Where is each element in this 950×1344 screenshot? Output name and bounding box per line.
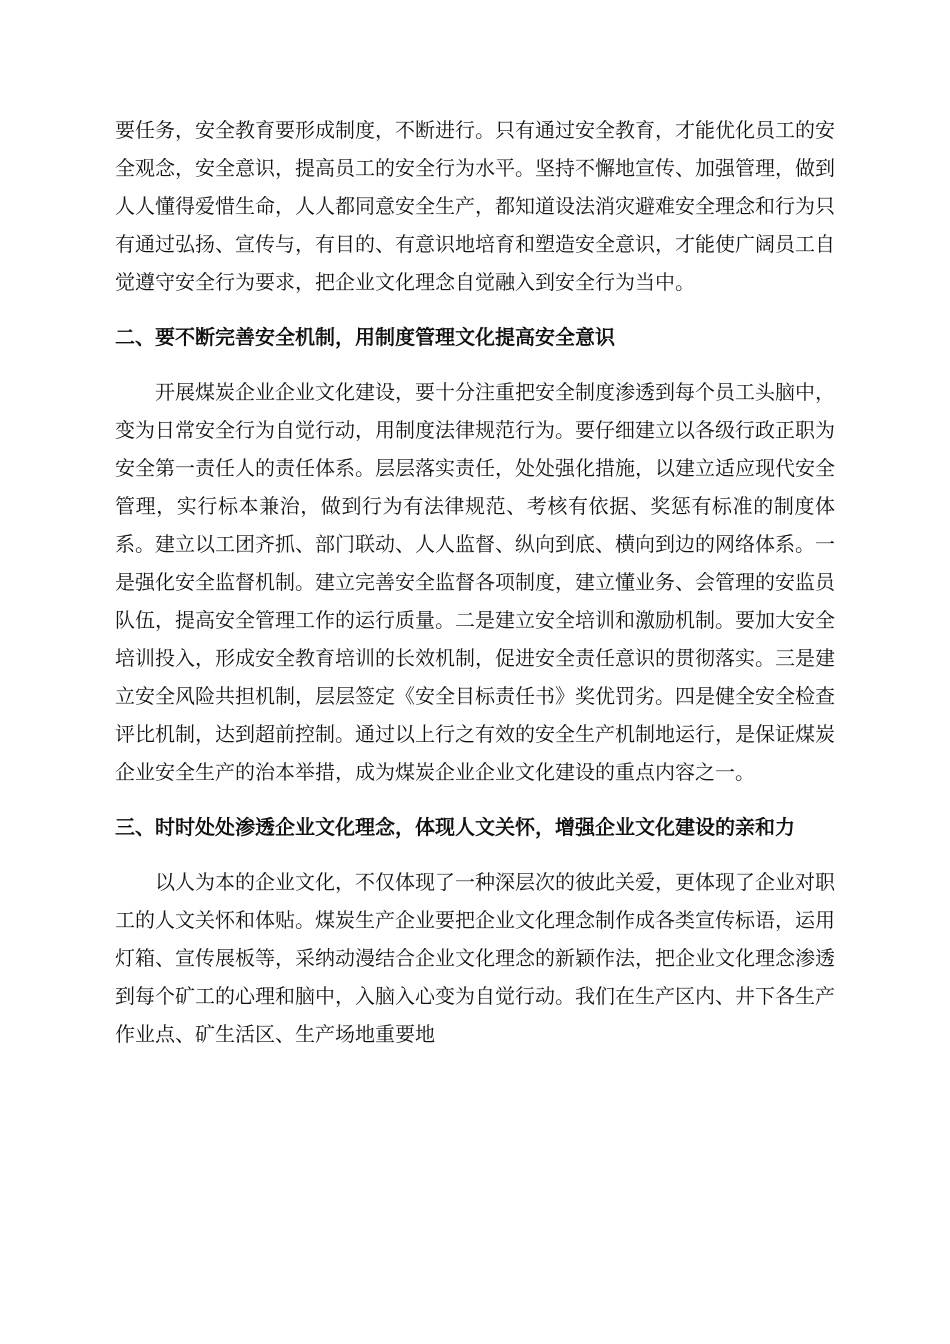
- paragraph-3: 以人为本的企业文化，不仅体现了一种深层次的彼此关爱，更体现了企业对职工的人文关怀和体贴。煤炭生产企业要把企业文化理念制作成各类宣传标语，运用灯箱、宣传展板等，采纳动漫结合企业文化理念的新颖作法，把企业文化理念渗透到每个矿工的心理和脑中，入脑入心变为自觉行动。我们在生产区内、井下各生产作业点、矿生活区、生产场地重要地: [115, 870, 835, 1046]
- paragraph-2: 开展煤炭企业企业文化建设，要十分注重把安全制度渗透到每个员工头脑中，变为日常安全行为自觉行动，用制度法律规范行为。要仔细建立以各级行政正职为安全第一责任人的责任体系。层层落实责任，处处强化措施，以建立适应现代安全管理，实行标本兼治，做到行为有法律规范、考核有依据、奖惩有标准的制度体系。建立以工团齐抓、部门联动、人人监督、纵向到底、横向到边的网络体系。一是强化安全监督机制。建立完善安全监督各项制度，建立懂业务、会管理的安监员队伍，提高安全管理工作的运行质量。二是建立安全培训和激励机制。要加大安全培训投入，形成安全教育培训的长效机制，促进安全责任意识的贯彻落实。三是建立安全风险共担机制，层层签定《安全目标责任书》奖优罚劣。四是健全安全检查评比机制，达到超前控制。通过以上行之有效的安全生产机制地运行，是保证煤炭企业安全生产的治本举措，成为煤炭企业企业文化建设的重点内容之一。: [115, 380, 835, 784]
- section-heading-3: 三、时时处处渗透企业文化理念，体现人文关怀，增强企业文化建设的亲和力: [115, 815, 795, 839]
- section-heading-2: 二、要不断完善安全机制，用制度管理文化提高安全意识: [115, 325, 615, 349]
- document-page: [115, 111, 835, 1053]
- paragraph-1: 要任务，安全教育要形成制度，不断进行。只有通过安全教育，才能优化员工的安全观念，安全意识，提高员工的安全行为水平。坚持不懈地宣传、加强管理，做到人人懂得爱惜生命，人人都同意安全生产，都知道设法消灾避难安全理念和行为只有通过弘扬、宣传与，有目的、有意识地培育和塑造安全意识，才能使广阔员工自觉遵守安全行为要求，把企业文化理念自觉融入到安全行为当中。: [115, 118, 835, 294]
